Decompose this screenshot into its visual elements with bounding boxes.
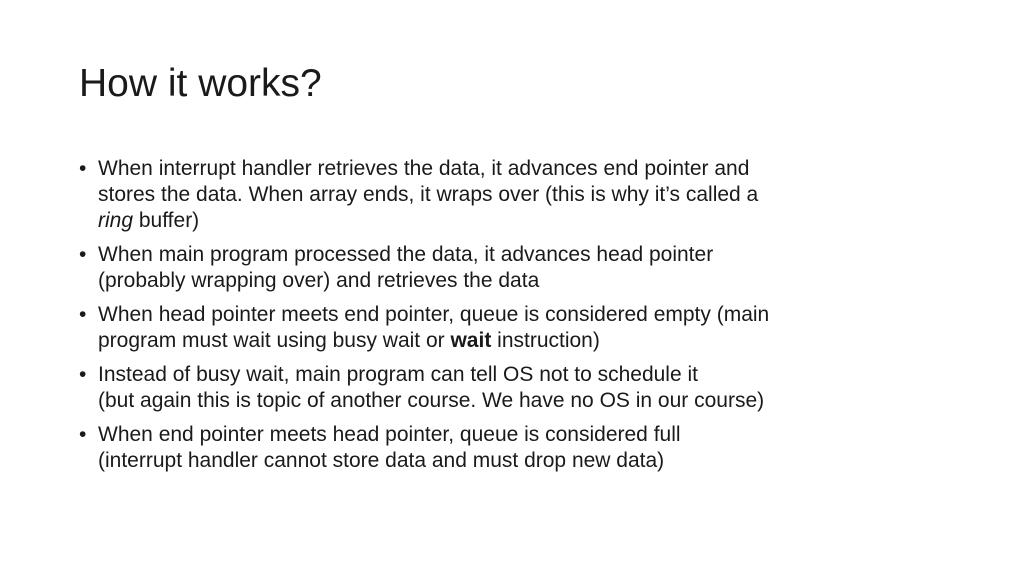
bullet-line-text: buffer) — [133, 209, 200, 232]
bullet-line-text: program must wait using busy wait or — [98, 329, 451, 352]
slide-title: How it works? — [79, 62, 322, 105]
bullet-item — [79, 362, 939, 414]
bullet-line: When interrupt handler retrieves the data, it advances end pointer and — [98, 157, 750, 180]
bold-keyword: wait — [450, 329, 492, 352]
bullet-line: (probably wrapping over) and retrieves the data — [98, 269, 540, 292]
bullet-item — [79, 242, 939, 294]
bullet-line: When head pointer meets end pointer, queue is considered empty (main — [98, 303, 770, 326]
bullet-dot-icon: • — [79, 303, 87, 326]
bullet-item — [79, 422, 939, 474]
bullet-line — [98, 328, 939, 354]
bullet-item — [79, 156, 939, 234]
bullet-line: stores the data. When array ends, it wraps over (this is why it’s called a — [98, 183, 759, 206]
bullet-line: When end pointer meets head pointer, queue is considered full — [98, 423, 681, 446]
bullet-line: When main program processed the data, it advances head pointer — [98, 243, 714, 266]
bullet-line: (but again this is topic of another course. We have no OS in our course) — [98, 389, 765, 412]
bullet-line-text: instruction) — [491, 329, 600, 352]
bullet-list — [79, 156, 939, 482]
bullet-dot-icon: • — [79, 243, 87, 266]
bullet-dot-icon: • — [79, 363, 87, 386]
bullet-line: Instead of busy wait, main program can tell OS not to schedule it — [98, 363, 698, 386]
bullet-line: (interrupt handler cannot store data and must drop new data) — [98, 449, 665, 472]
bullet-item — [79, 302, 939, 354]
bullet-dot-icon: • — [79, 157, 87, 180]
bullet-dot-icon: • — [79, 423, 87, 446]
bullet-line — [98, 208, 939, 234]
italic-term: ring — [98, 209, 134, 232]
